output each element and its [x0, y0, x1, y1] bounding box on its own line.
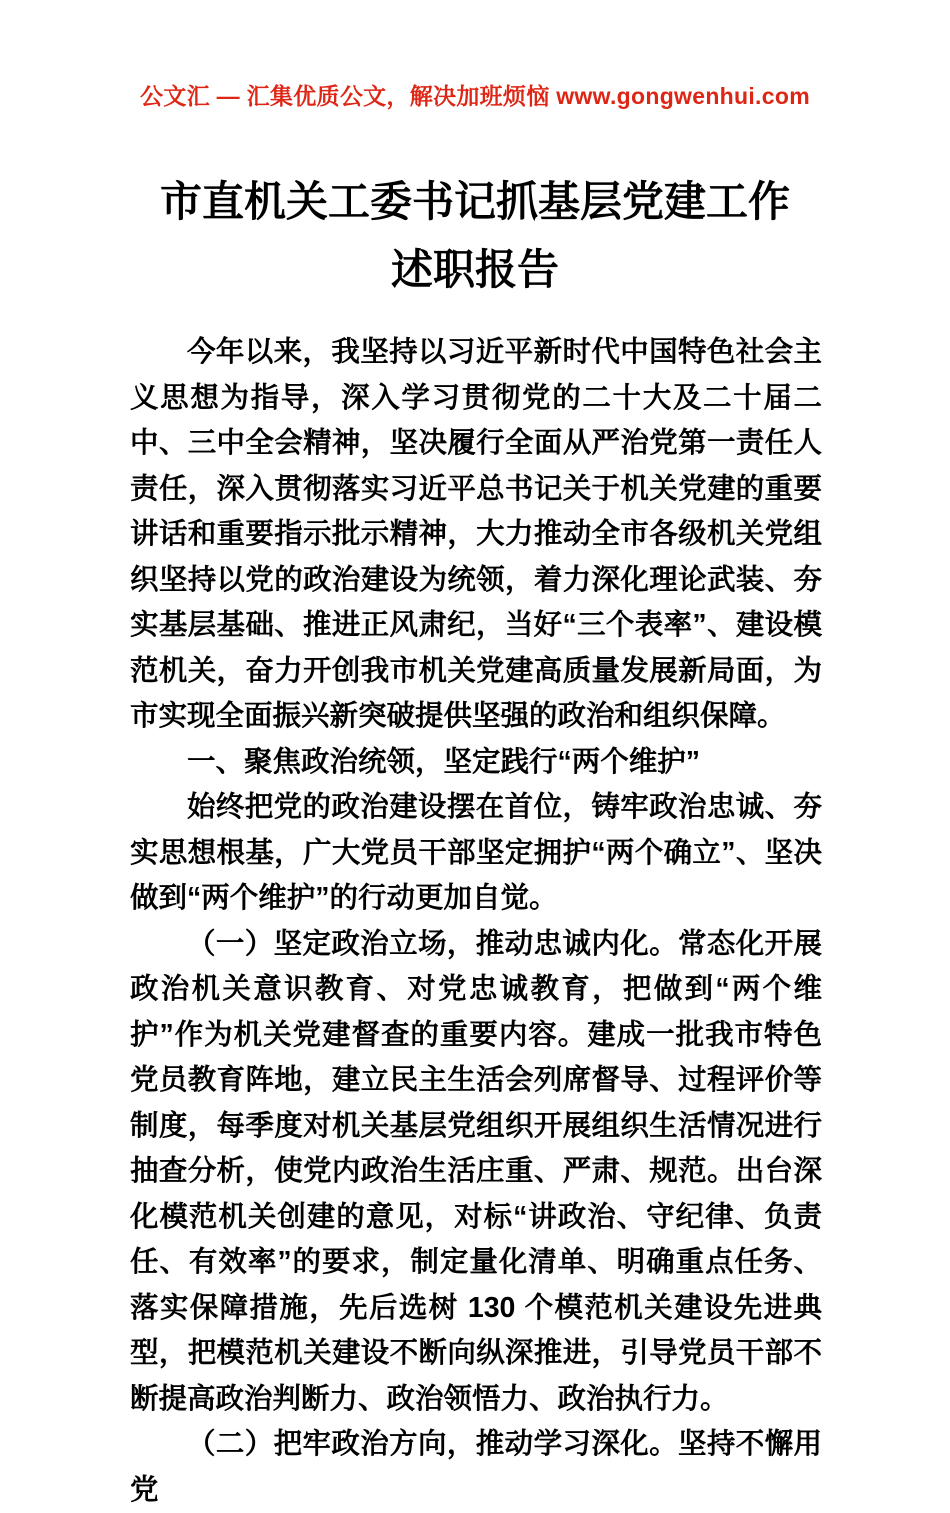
- paragraph-item-1: （一）坚定政治立场，推动忠诚内化。常态化开展政治机关意识教育、对党忠诚教育，把做到“两个维护”作为机关党建督查的重要内容。建成一批我市特色党员教育阵地，建立民主生活会列席督导、过程评价等制度，每季度对机关基层党组织开展组织生活情况进行抽查分析，使党内政治生活庄重、严肃、规范。出台深化模范机关创建的意见，对标“讲政治、守纪律、负责任、有效率”的要求，制定量化清单、明确重点任务、落实保障措施，先后选树 130 个模范机关建设先进典型，把模范机关建设不断向纵深推进，引导党员干部不断提高政治判断力、政治领悟力、政治执行力。: [130, 927, 822, 1415]
- paragraph-section-1-lead: 始终把党的政治建设摆在首位，铸牢政治忠诚、夯实思想根基，广大党员干部坚定拥护“两个确立”、坚决做到“两个维护”的行动更加自觉。: [130, 791, 822, 914]
- page-title: 市直机关工委书记抓基层党建工作述职报告: [159, 178, 790, 293]
- watermark-url: www.gongwenhui.com: [556, 83, 810, 109]
- paragraph-item-2: （二）把牢政治方向，推动学习深化。坚持不懈用党: [130, 1428, 822, 1506]
- paragraph-intro: 今年以来，我坚持以习近平新时代中国特色社会主义思想为指导，深入学习贯彻党的二十大及二十届二中、三中全会精神，坚决履行全面从严治党第一责任人责任，深入贯彻落实习近平总书记关于机关党建的重要讲话和重要指示批示精神，大力推动全市各级机关党组织坚持以党的政治建设为统领，着力深化理论武装、夯实基层基础、推进正风肃纪，当好“三个表率”、建设模范机关，奋力开创我市机关党建高质量发展新局面，为市实现全面振兴新突破提供坚强的政治和组织保障。: [130, 336, 822, 732]
- document-body: [130, 330, 822, 1513]
- watermark-header: [0, 78, 950, 111]
- section-heading-1: 一、聚焦政治统领，坚定践行“两个维护”: [187, 745, 701, 778]
- watermark-chinese-text: 公文汇 — 汇集优质公文，解决加班烦恼: [140, 83, 550, 109]
